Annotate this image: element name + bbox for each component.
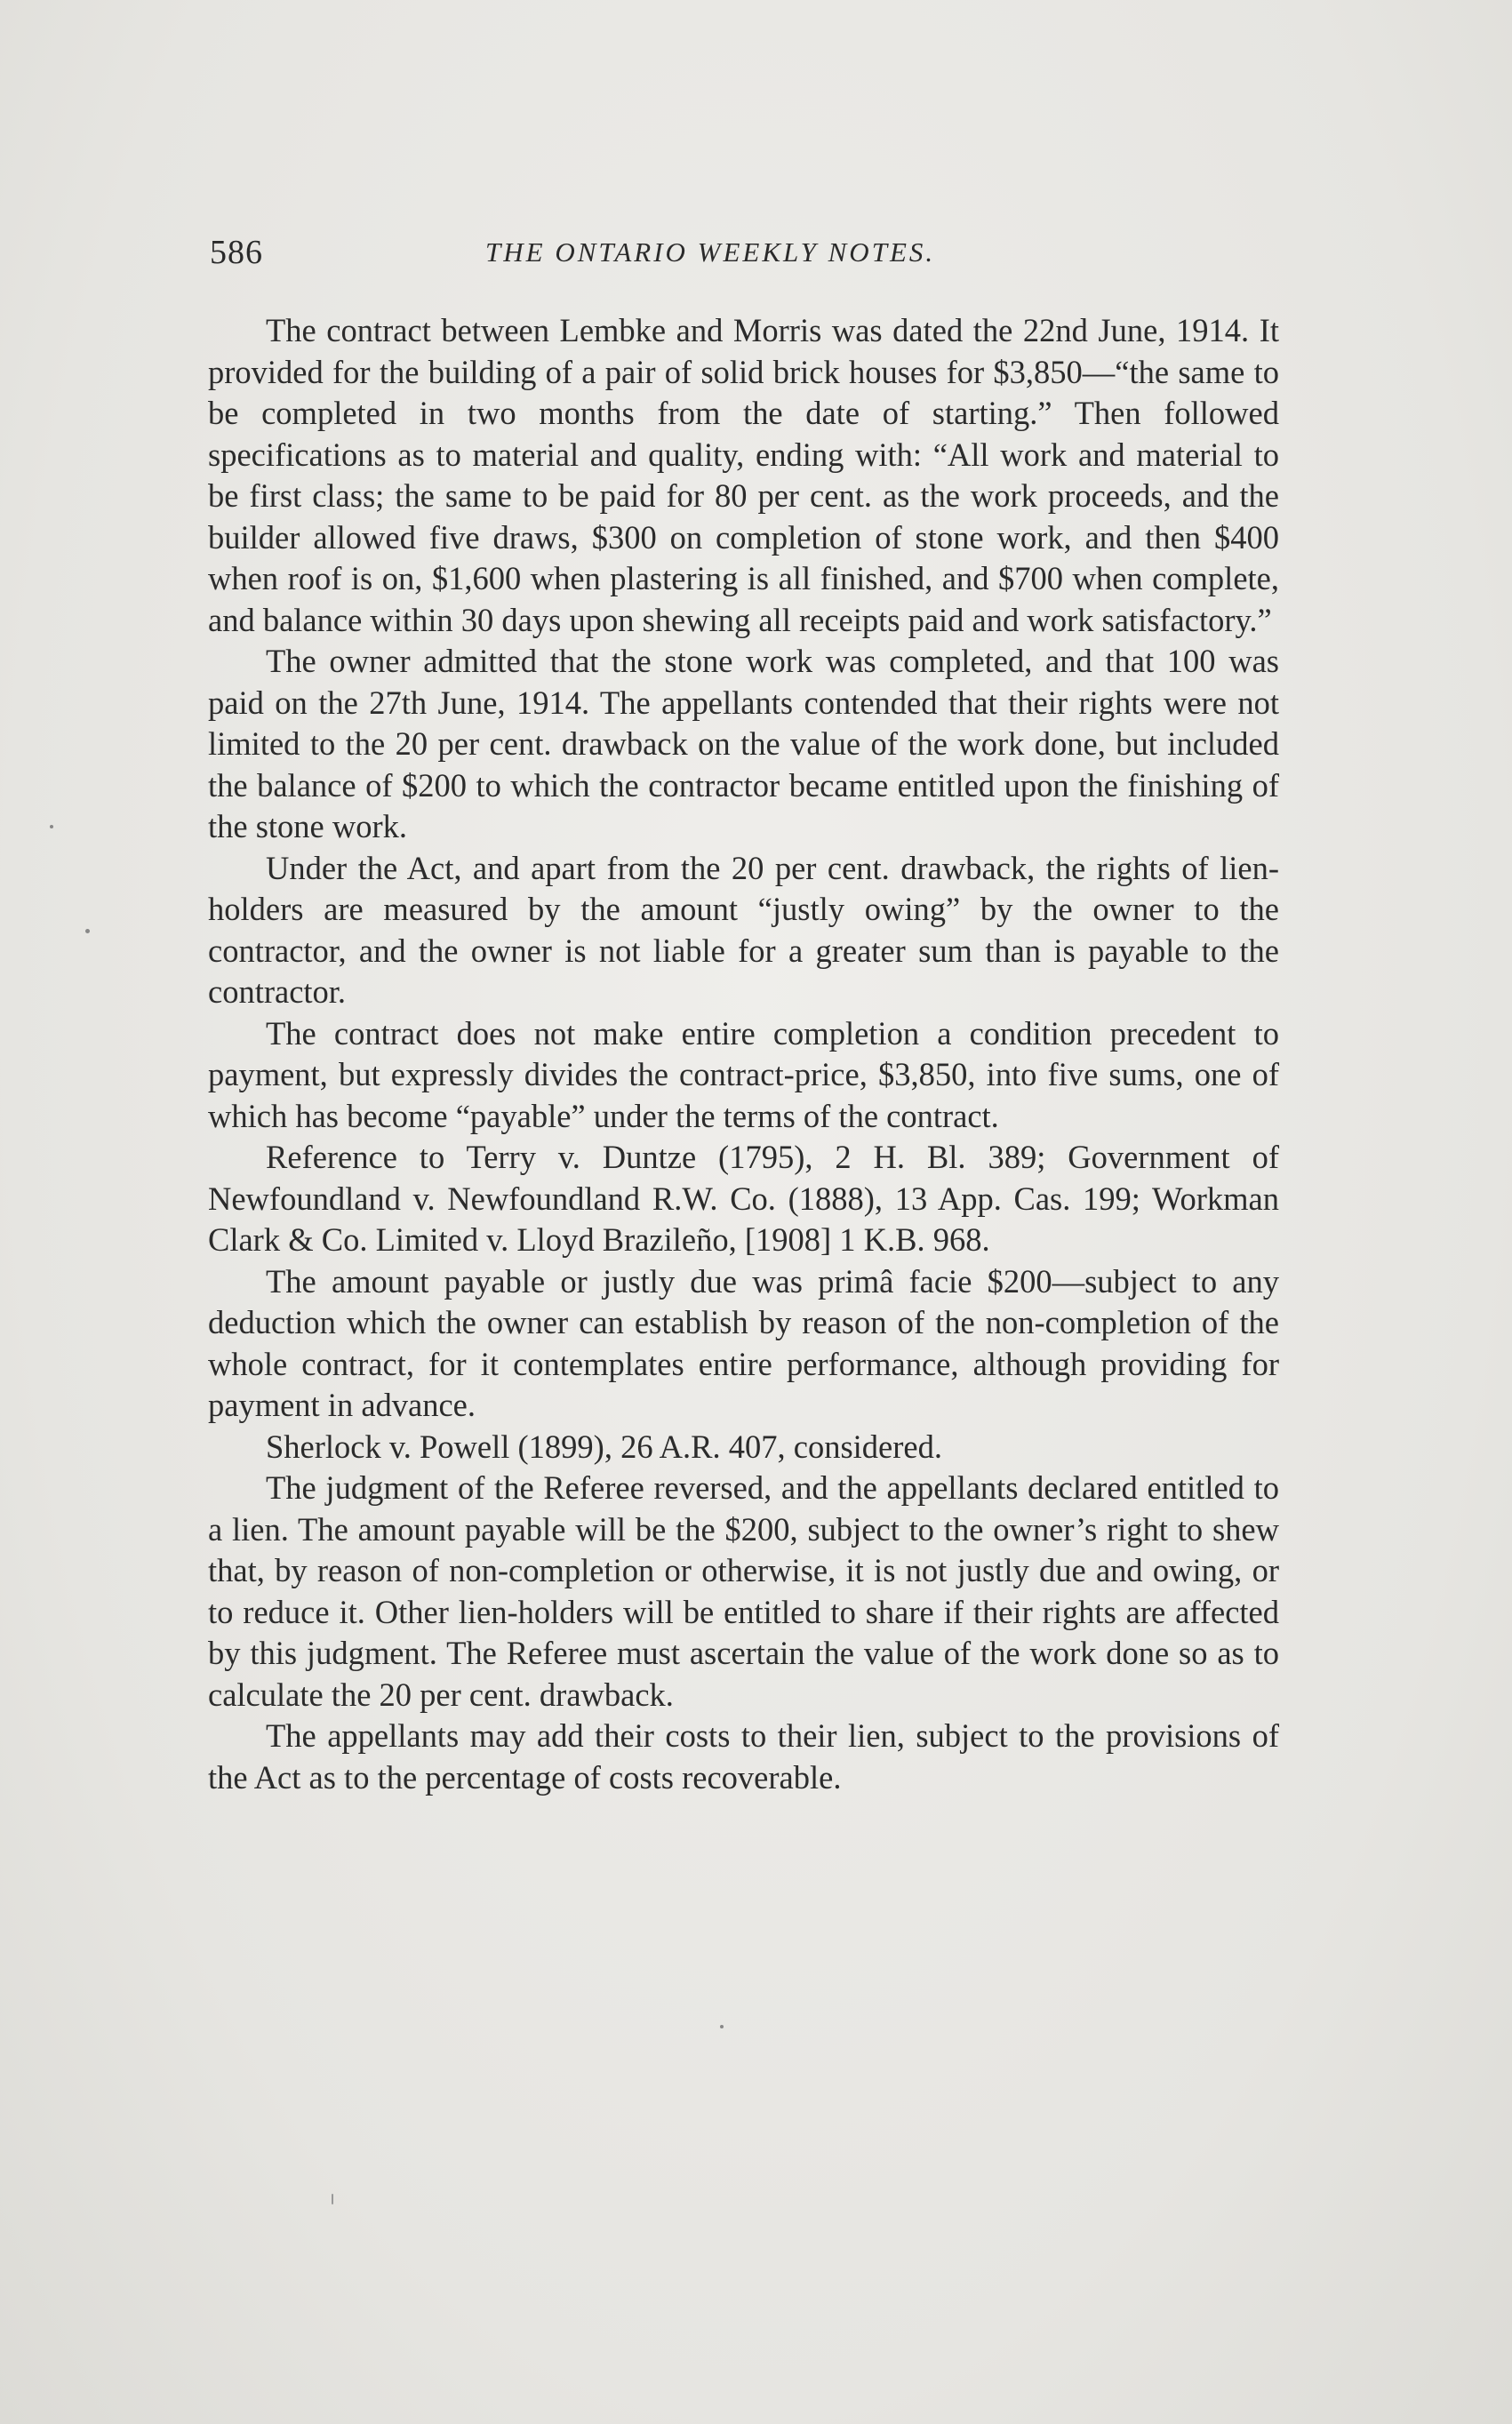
paper-speck bbox=[720, 2025, 724, 2028]
page-number: 586 bbox=[210, 234, 263, 271]
paragraph: The contract does not make entire completion a condition precedent to payment, but expressly divides the contract-price, $3,850, into five sums, one of which has become “payable” under the terms of the contract. bbox=[208, 1014, 1279, 1134]
paragraph: The contract between Lembke and Morris was dated the 22nd June, 1914. It provided for the building of a pair of solid brick houses for $3,850—“the same to be completed in two months from the date of starting.” Then followed specifications as to material and quality, ending with: “All work and material to be first class; the same to be paid for 80 per cent. as the work proceeds, and the builder allowed five draws, $300 on completion of stone work, and then $400 when roof is on, $1,600 when plastering is all finished, and $700 when complete, and balance within 30 days upon shewing all receipts paid and work satisfactory.” bbox=[208, 312, 1279, 638]
body-text bbox=[208, 310, 1279, 1798]
paragraph: The appellants may add their costs to their lien, subject to the provisions of the Act as to the percentage of costs recoverable. bbox=[208, 1717, 1279, 1796]
running-title: THE ONTARIO WEEKLY NOTES. bbox=[485, 236, 936, 268]
paper-speck bbox=[85, 929, 90, 933]
paragraph: Under the Act, and apart from the 20 per cent. drawback, the rights of lien-holders are measured by the amount “justly owing” by the owner to the contractor, and the owner is not liable for a greater sum than is payable to the contractor. bbox=[208, 849, 1279, 1010]
page-header bbox=[210, 233, 1294, 277]
paragraph: The judgment of the Referee reversed, and the appellants declared entitled to a lien. The amount payable will be the $200, subject to the owner’s right to shew that, by reason of non-completion or otherwise, it is not justly due and owing, or to reduce it. Other lien-holders will be entitled to share if their rights are affected by this judgment. The Referee must ascertain the value of the work done so as to calculate the 20 per cent. drawback. bbox=[208, 1469, 1279, 1713]
paper-speck bbox=[50, 825, 53, 828]
paragraph: The amount payable or justly due was primâ facie $200—subject to any deduction which the owner can establish by reason of the non-completion of the whole contract, for it contemplates entire performance, although providing for payment in advance. bbox=[208, 1262, 1279, 1423]
paper-speck bbox=[332, 2194, 333, 2204]
paragraph: Sherlock v. Powell (1899), 26 A.R. 407, considered. bbox=[266, 1428, 942, 1465]
paragraph: Reference to Terry v. Duntze (1795), 2 H. Bl. 389; Government of Newfoundland v. Newfoundland R.W. Co. (1888), 13 App. Cas. 199; Workman Clark & Co. Limited v. Lloyd Brazileño, [1908] 1 K.B. 968. bbox=[208, 1139, 1279, 1258]
paragraph: The owner admitted that the stone work was completed, and that 100 was paid on the 27th June, 1914. The appellants contended that their rights were not limited to the 20 per cent. drawback on the value of the work done, but included the balance of $200 to which the contractor became entitled upon the finishing of the stone work. bbox=[208, 643, 1279, 844]
